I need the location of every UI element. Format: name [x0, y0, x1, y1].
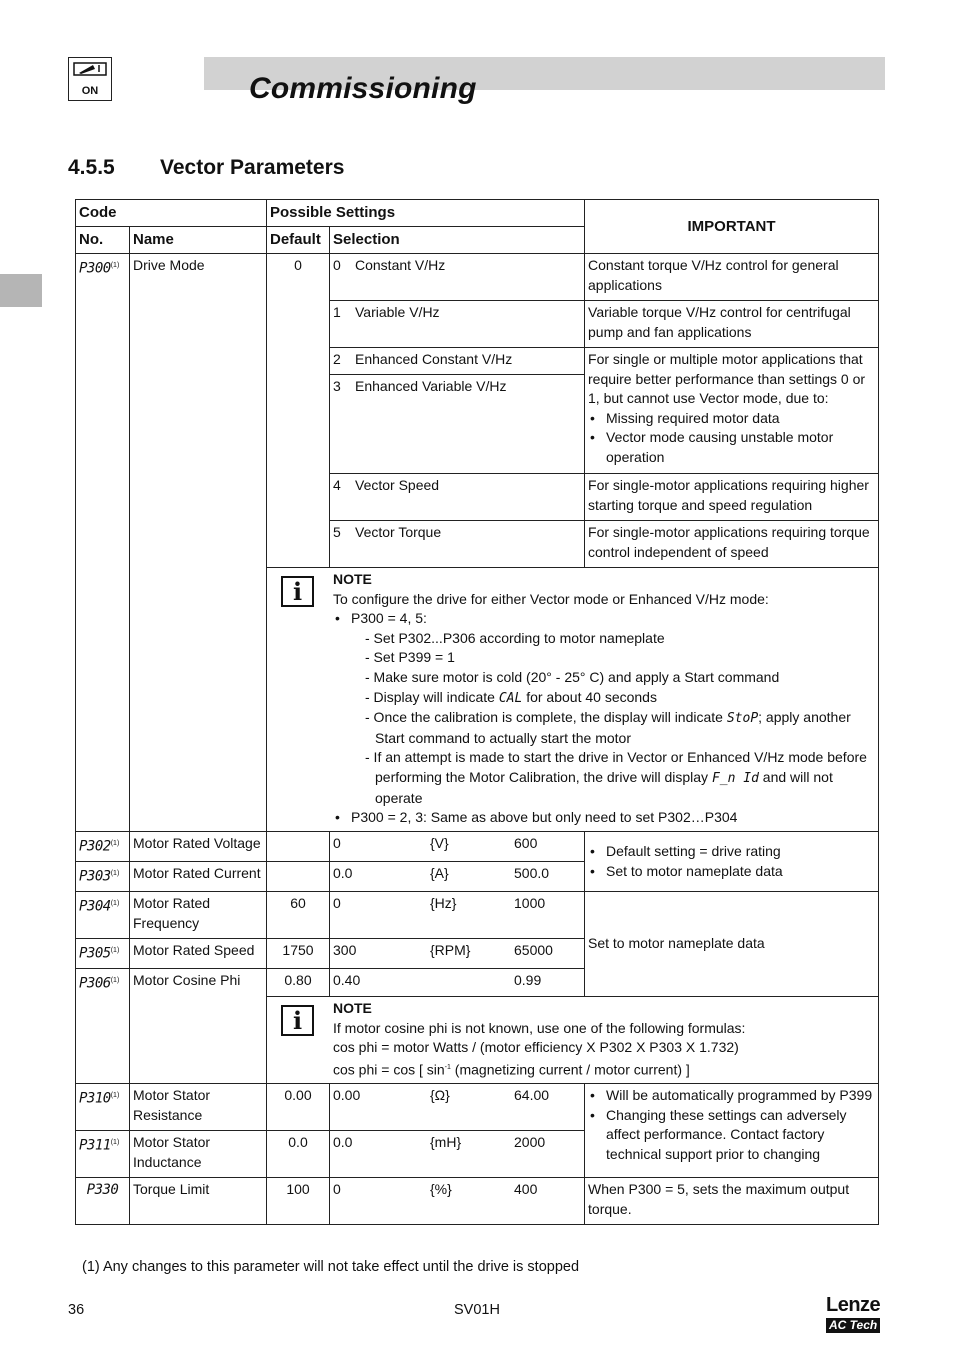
- param-range: 0.0 {mH} 2000: [330, 1131, 585, 1178]
- table-row: [76, 1084, 879, 1131]
- power-on-icon: [68, 57, 112, 101]
- selection-3: 3 Enhanced Variable V/Hz: [330, 375, 585, 474]
- param-range: 300 {RPM} 65000: [330, 939, 585, 969]
- important-2-3: For single or multiple motor applications that require better performance than settings 0 or 1, but cannot use Vector mode, due to: • Missing required motor data • Vector mode causing unstable motor operation: [585, 348, 879, 474]
- param-code: P303$^{(1)}$: [76, 862, 130, 892]
- header-code: Code: [76, 200, 267, 227]
- param-default: 0.00: [267, 1084, 330, 1131]
- vector-parameters-table: [75, 199, 879, 1225]
- important-4: For single-motor applications requiring higher starting torque and speed regulation: [585, 474, 879, 521]
- param-default: [267, 862, 330, 892]
- logo-text: Lenze: [826, 1294, 881, 1316]
- param-name: Motor Cosine Phi: [130, 969, 267, 1084]
- param-range: 0.00 {Ω} 64.00: [330, 1084, 585, 1131]
- section-number: 4.5.5: [68, 156, 115, 179]
- lenze-logo: [826, 1294, 886, 1334]
- param-name: Motor Rated Frequency: [130, 892, 267, 939]
- important-p302-p303: [585, 832, 879, 892]
- table-row: [76, 254, 879, 301]
- important-p330: When P300 = 5, sets the maximum output torque.: [585, 1178, 879, 1225]
- header-name: Name: [130, 227, 267, 254]
- param-range: 0 {Hz} 1000: [330, 892, 585, 939]
- param-range: 0.40 0.99: [330, 969, 585, 997]
- list-item: • Set to motor nameplate data: [606, 862, 875, 882]
- selection-2: 2 Enhanced Constant V/Hz: [330, 348, 585, 375]
- important-p304-p306: Set to motor nameplate data: [585, 892, 879, 997]
- param-code: P304$^{(1)}$: [76, 892, 130, 939]
- param-default: [267, 832, 330, 862]
- param-code: P310$^{(1)}$: [76, 1084, 130, 1131]
- table-row: [76, 892, 879, 939]
- important-5: For single-motor applications requiring torque control independent of speed: [585, 521, 879, 568]
- table-row: [76, 832, 879, 862]
- param-code: P302$^{(1)}$: [76, 832, 130, 862]
- section-title: Vector Parameters: [160, 156, 345, 179]
- list-item: • Vector mode causing unstable motor operation: [606, 428, 875, 467]
- param-default: 100: [267, 1178, 330, 1225]
- on-label: ON: [81, 85, 99, 97]
- header-default: Default: [267, 227, 330, 254]
- param-range: 0 {%} 400: [330, 1178, 585, 1225]
- info-icon: i: [281, 576, 314, 607]
- param-name: Motor Rated Speed: [130, 939, 267, 969]
- header-no: No.: [76, 227, 130, 254]
- selection-5: 5 Vector Torque: [330, 521, 585, 568]
- footnote: (1) Any changes to this parameter will not take effect until the drive is stopped: [82, 1259, 580, 1275]
- param-name: Motor Rated Current: [130, 862, 267, 892]
- important-0: Constant torque V/Hz control for general applications: [585, 254, 879, 301]
- list-item: • Changing these settings can adversely affect performance. Contact factory technical support prior to changing: [606, 1106, 875, 1165]
- list-item: • Missing required motor data: [606, 409, 875, 429]
- selection-1: 1 Variable V/Hz: [330, 301, 585, 348]
- param-name: Motor Rated Voltage: [130, 832, 267, 862]
- info-icon: i: [281, 1005, 314, 1036]
- table-row: [76, 1178, 879, 1225]
- header-important: IMPORTANT: [585, 200, 879, 254]
- param-name: Drive Mode: [130, 254, 267, 832]
- header-selection: Selection: [330, 227, 585, 254]
- param-code: P330: [76, 1178, 130, 1225]
- param-code: P305$^{(1)}$: [76, 939, 130, 969]
- list-item: • Default setting = drive rating: [606, 842, 875, 862]
- param-default: 1750: [267, 939, 330, 969]
- chapter-tab: [0, 274, 42, 307]
- selection-4: 4 Vector Speed: [330, 474, 585, 521]
- page-title: Commissioning: [249, 72, 477, 105]
- param-default: 60: [267, 892, 330, 939]
- note-cosine-phi: i NOTE If motor cosine phi is not known, use one of the following formulas: cos phi = motor Watts / (motor efficiency X P302 X P303 X 1.732) cos phi = cos [ $\sin^{-1}$ (magnetizing current / motor current) ]: [267, 997, 879, 1084]
- param-default: 0.0: [267, 1131, 330, 1178]
- param-name: Motor Stator Inductance: [130, 1131, 267, 1178]
- param-code: P306$^{(1)}$: [76, 969, 130, 1084]
- note-drive-mode: i NOTE To configure the drive for either Vector mode or Enhanced V/Hz mode: • P300 = 4, 5: - Set P302...P306 according to motor nameplate - Set P399 = 1 - Make sure motor is cold (20° - 25° C) and apply a Start command - Display will indicate CAL for about 40 seconds - Once the calibration is complete, the display will indicate StoP; apply another Start command to actually start the motor - If an attempt is made to start the drive in Vector or Enhanced V/Hz mode before performing the Motor Calibration, the drive will display F_n Id and will not operate • P300 = 2, 3: Same as above but only need to set P302…P304: [267, 568, 879, 832]
- param-range: 0.0 {A} 500.0: [330, 862, 585, 892]
- list-item: • P300 = 4, 5:: [351, 609, 875, 629]
- param-range: 0 {V} 600: [330, 832, 585, 862]
- page-number: 36: [68, 1302, 85, 1318]
- important-p310-p311: [585, 1084, 879, 1178]
- param-name: Torque Limit: [130, 1178, 267, 1225]
- logo-subtext: AC Tech: [826, 1318, 880, 1333]
- list-item: • Will be automatically programmed by P399: [606, 1086, 875, 1106]
- important-1: Variable torque V/Hz control for centrifugal pump and fan applications: [585, 301, 879, 348]
- param-default: 0: [267, 254, 330, 568]
- header-possible-settings: Possible Settings: [267, 200, 585, 227]
- document-id: SV01H: [454, 1302, 500, 1318]
- param-default: 0.80: [267, 969, 330, 997]
- selection-0: 0 Constant V/Hz: [330, 254, 585, 301]
- param-code: P300$^{(1)}$: [76, 254, 130, 832]
- param-name: Motor Stator Resistance: [130, 1084, 267, 1131]
- list-item: • P300 = 2, 3: Same as above but only need to set P302…P304: [351, 808, 875, 828]
- section-heading: [68, 156, 344, 180]
- param-code: P311$^{(1)}$: [76, 1131, 130, 1178]
